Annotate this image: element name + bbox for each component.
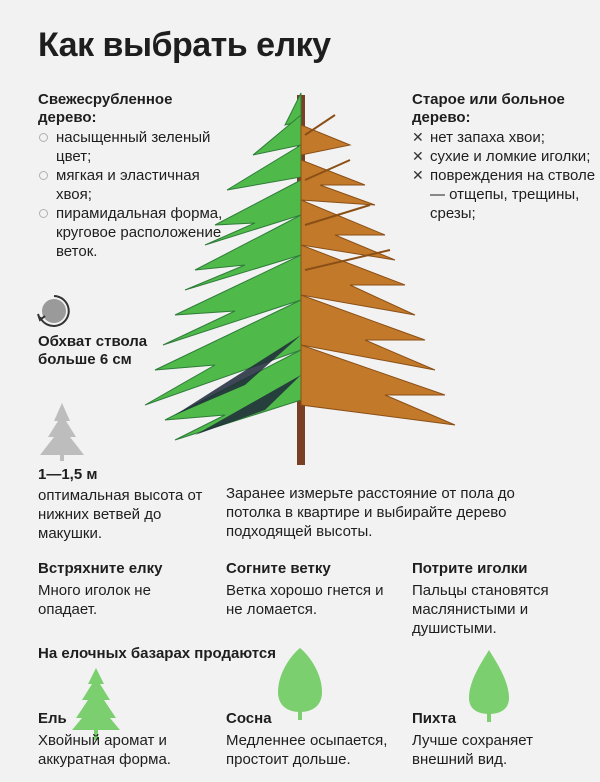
- species-fir: [412, 710, 587, 769]
- tip-bend: [226, 560, 401, 619]
- tip-title: Согните ветку: [226, 560, 331, 577]
- height-value: 1—1,5 м: [38, 466, 98, 483]
- fresh-tree-heading: Свежесрубленное дерево:: [38, 91, 173, 126]
- cross-icon: ✕: [412, 129, 424, 145]
- species-name: Сосна: [226, 710, 272, 727]
- species-text: Лучше сохраняет внешний вид.: [412, 732, 534, 768]
- dry-half: [301, 125, 455, 425]
- cross-icon: ✕: [412, 167, 424, 183]
- measure-text: Заранее измерьте расстояние от пола до потолка в квартире и выбирайте дерево подходящей высоты.: [226, 485, 515, 540]
- christmas-tree-illustration: [135, 85, 465, 470]
- species-pine: [226, 710, 401, 769]
- tip-title: Встряхните елку: [38, 560, 163, 577]
- tip-text: Ветка хорошо гнется и не ломается.: [226, 582, 384, 618]
- cross-icon: ✕: [412, 148, 424, 164]
- list-item: мягкая и эластичная хвоя;: [38, 166, 228, 204]
- small-tree-icon: [40, 403, 84, 461]
- page-title: Как выбрать елку: [38, 26, 331, 64]
- species-spruce: [38, 710, 213, 769]
- list-item: насыщенный зеленый цвет;: [38, 128, 228, 166]
- tip-shake: [38, 560, 213, 619]
- species-text: Медленнее осыпается, простоит дольше.: [226, 732, 388, 768]
- list-item: пирамидальная форма, круговое расположение веток.: [38, 204, 228, 261]
- height-text: оптимальная высота от нижних ветвей до макушки.: [38, 487, 203, 542]
- girth-label: Обхват ствола больше 6 см: [38, 333, 148, 368]
- tip-title: Потрите иголки: [412, 560, 528, 577]
- trunk-cross-section-icon: [36, 293, 72, 329]
- species-text: Хвойный аромат и аккуратная форма.: [38, 732, 171, 768]
- old-tree-heading: Старое или больное дерево:: [412, 91, 565, 126]
- list-item: ✕ нет запаха хвои;: [412, 129, 545, 146]
- list-item: ✕ сухие и ломкие иголки;: [412, 148, 591, 165]
- species-name: Ель: [38, 710, 67, 727]
- species-name: Пихта: [412, 710, 457, 727]
- list-item: ✕ повреждения на стволе — отщепы, трещины, срезы;: [412, 167, 596, 222]
- tip-rub: [412, 560, 587, 638]
- tip-text: Много иголок не опадает.: [38, 582, 151, 618]
- shop-heading: На елочных базарах продаются: [38, 645, 277, 662]
- tip-text: Пальцы становятся маслянистыми и душистыми.: [412, 582, 549, 637]
